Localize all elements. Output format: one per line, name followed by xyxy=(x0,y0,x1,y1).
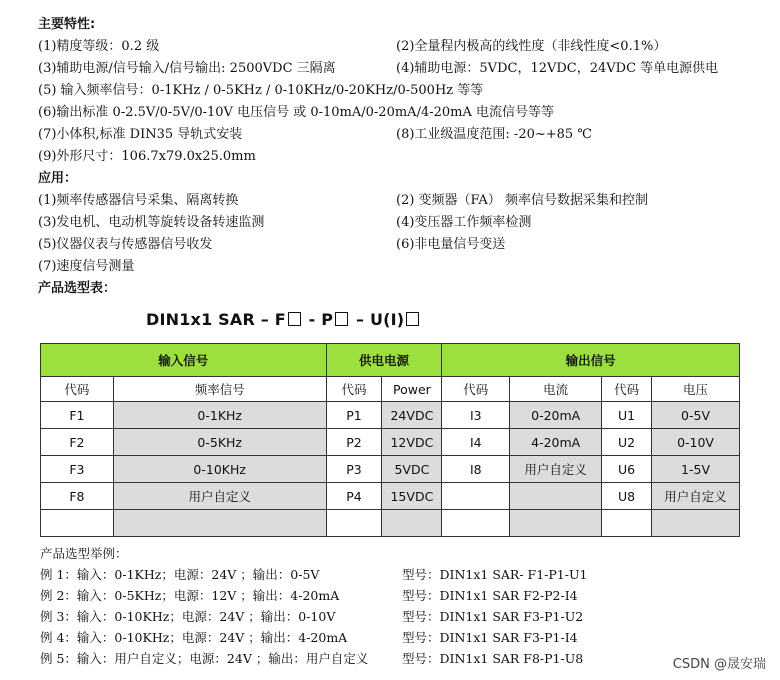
example-spec: 例 3：输入：0-10KHz；电源：24V ；输出：0-10V xyxy=(40,609,336,624)
feature-item-right: (2)全量程内极高的线性度（非线性度<0.1%） xyxy=(396,39,667,54)
example-row xyxy=(40,606,760,627)
feature-item-left: (6)输出标准 0-2.5V/0-5V/0-10V 电压信号 或 0-10mA/0-20mA/4-20mA 电流信号等等 xyxy=(38,105,555,120)
feature-row xyxy=(38,146,778,168)
table-cell: 用户自定义 xyxy=(510,456,602,483)
table-cell xyxy=(442,510,510,537)
model-code-template xyxy=(146,310,421,329)
table-row xyxy=(41,402,740,429)
application-item-right: (6)非电量信号变送 xyxy=(396,237,506,252)
examples-list xyxy=(40,564,760,669)
column-header-cell: 代码 xyxy=(326,377,382,402)
table-cell: 15VDC xyxy=(382,483,442,510)
table-cell xyxy=(113,510,326,537)
application-item-left: (7)速度信号测量 xyxy=(38,259,135,274)
selection-table xyxy=(40,343,740,537)
example-row xyxy=(40,585,760,606)
table-cell: U8 xyxy=(602,483,652,510)
example-row xyxy=(40,564,760,585)
table-cell: 1-5V xyxy=(652,456,740,483)
application-row xyxy=(38,256,778,278)
table-cell xyxy=(326,510,382,537)
example-model: 型号：DIN1x1 SAR F3-P1-I4 xyxy=(402,630,578,645)
feature-row xyxy=(38,102,778,124)
table-row xyxy=(41,456,740,483)
application-row xyxy=(38,234,778,256)
application-row xyxy=(38,190,778,212)
group-header-row xyxy=(41,344,740,377)
table-cell: U2 xyxy=(602,429,652,456)
column-header-cell: 代码 xyxy=(602,377,652,402)
spec-document xyxy=(38,14,778,300)
table-cell: 0-10V xyxy=(652,429,740,456)
feature-item-left: (7)小体积,标准 DIN35 导轨式安装 xyxy=(38,127,243,142)
table-row xyxy=(41,429,740,456)
watermark: CSDN @晟安瑞 xyxy=(672,657,766,672)
feature-item-right: (4)辅助电源：5VDC，12VDC，24VDC 等单电源供电 xyxy=(396,61,719,76)
features-list xyxy=(38,36,778,168)
table-cell xyxy=(41,510,114,537)
group-header-cell: 输入信号 xyxy=(41,344,327,377)
table-cell: I3 xyxy=(442,402,510,429)
feature-item-left: (5) 输入频率信号：0-1KHz / 0-5KHz / 0-10KHz/0-20KHz/0-500Hz 等等 xyxy=(38,83,484,98)
table-cell: I4 xyxy=(442,429,510,456)
checkbox-square-icon xyxy=(288,312,301,326)
model-code-part-2: - P xyxy=(302,310,334,329)
table-cell: 0-5KHz xyxy=(113,429,326,456)
example-row xyxy=(40,627,760,648)
column-header-cell: 电压 xyxy=(652,377,740,402)
column-header-cell: Power xyxy=(382,377,442,402)
feature-item-left: (9)外形尺寸：106.7x79.0x25.0mm xyxy=(38,149,256,164)
examples-heading: 产品选型举例： xyxy=(40,546,128,561)
table-cell: 5VDC xyxy=(382,456,442,483)
table-cell: 4-20mA xyxy=(510,429,602,456)
table-cell: P4 xyxy=(326,483,382,510)
table-cell: 0-5V xyxy=(652,402,740,429)
selection-heading: 产品选型表： xyxy=(38,281,117,296)
table-cell: P2 xyxy=(326,429,382,456)
table-cell: P1 xyxy=(326,402,382,429)
table-cell xyxy=(602,510,652,537)
feature-item-left: (3)辅助电源/信号输入/信号输出: 2500VDC 三隔离 xyxy=(38,61,336,76)
table-cell xyxy=(442,483,510,510)
applications-heading: 应用： xyxy=(38,171,78,186)
table-cell: 用户自定义 xyxy=(113,483,326,510)
table-cell xyxy=(510,510,602,537)
table-cell: I8 xyxy=(442,456,510,483)
application-item-left: (1)频率传感器信号采集、隔离转换 xyxy=(38,193,239,208)
features-heading: 主要特性: xyxy=(38,17,96,32)
table-cell: U6 xyxy=(602,456,652,483)
table-cell: F8 xyxy=(41,483,114,510)
feature-row xyxy=(38,58,778,80)
table-cell: 24VDC xyxy=(382,402,442,429)
table-cell: F1 xyxy=(41,402,114,429)
group-header-cell: 输出信号 xyxy=(442,344,740,377)
model-code-part-1: DIN1x1 SAR – F xyxy=(146,310,286,329)
table-row xyxy=(41,510,740,537)
model-code-part-3: – U(I) xyxy=(350,310,405,329)
example-model: 型号：DIN1x1 SAR F2-P2-I4 xyxy=(402,588,578,603)
example-spec: 例 1：输入：0-1KHz；电源：24V ；输出：0-5V xyxy=(40,567,320,582)
feature-item-right: (8)工业级温度范围: -20~+85 ℃ xyxy=(396,127,592,142)
table-cell xyxy=(382,510,442,537)
example-model: 型号：DIN1x1 SAR F8-P1-U8 xyxy=(402,651,584,666)
feature-row xyxy=(38,124,778,146)
example-spec: 例 5：输入：用户自定义；电源：24V ；输出：用户自定义 xyxy=(40,651,369,666)
application-item-left: (3)发电机、电动机等旋转设备转速监测 xyxy=(38,215,265,230)
table-cell: 0-1KHz xyxy=(113,402,326,429)
table-row xyxy=(41,483,740,510)
feature-item-left: (1)精度等级：0.2 级 xyxy=(38,39,160,54)
feature-row xyxy=(38,80,778,102)
table-cell: P3 xyxy=(326,456,382,483)
example-model: 型号：DIN1x1 SAR- F1-P1-U1 xyxy=(402,567,588,582)
application-item-right: (4)变压器工作频率检测 xyxy=(396,215,532,230)
table-cell: U1 xyxy=(602,402,652,429)
table-cell: 0-20mA xyxy=(510,402,602,429)
example-model: 型号：DIN1x1 SAR F3-P1-U2 xyxy=(402,609,584,624)
checkbox-square-icon xyxy=(335,312,348,326)
selection-examples xyxy=(40,544,760,669)
table-cell xyxy=(652,510,740,537)
example-spec: 例 4：输入：0-10KHz；电源：24V ；输出：4-20mA xyxy=(40,630,348,645)
example-row xyxy=(40,648,760,669)
column-header-row xyxy=(41,377,740,402)
example-spec: 例 2：输入：0-5KHz；电源：12V ；输出：4-20mA xyxy=(40,588,340,603)
application-item-right: (2) 变频器（FA） 频率信号数据采集和控制 xyxy=(396,193,648,208)
table-cell: 0-10KHz xyxy=(113,456,326,483)
table-cell: F2 xyxy=(41,429,114,456)
application-row xyxy=(38,212,778,234)
table-cell xyxy=(510,483,602,510)
feature-row xyxy=(38,36,778,58)
checkbox-square-icon xyxy=(406,312,419,326)
column-header-cell: 频率信号 xyxy=(113,377,326,402)
column-header-cell: 代码 xyxy=(442,377,510,402)
column-header-cell: 代码 xyxy=(41,377,114,402)
applications-list xyxy=(38,190,778,278)
application-item-left: (5)仪器仪表与传感器信号收发 xyxy=(38,237,213,252)
table-cell: 12VDC xyxy=(382,429,442,456)
group-header-cell: 供电电源 xyxy=(326,344,442,377)
column-header-cell: 电流 xyxy=(510,377,602,402)
table-cell: 用户自定义 xyxy=(652,483,740,510)
table-cell: F3 xyxy=(41,456,114,483)
